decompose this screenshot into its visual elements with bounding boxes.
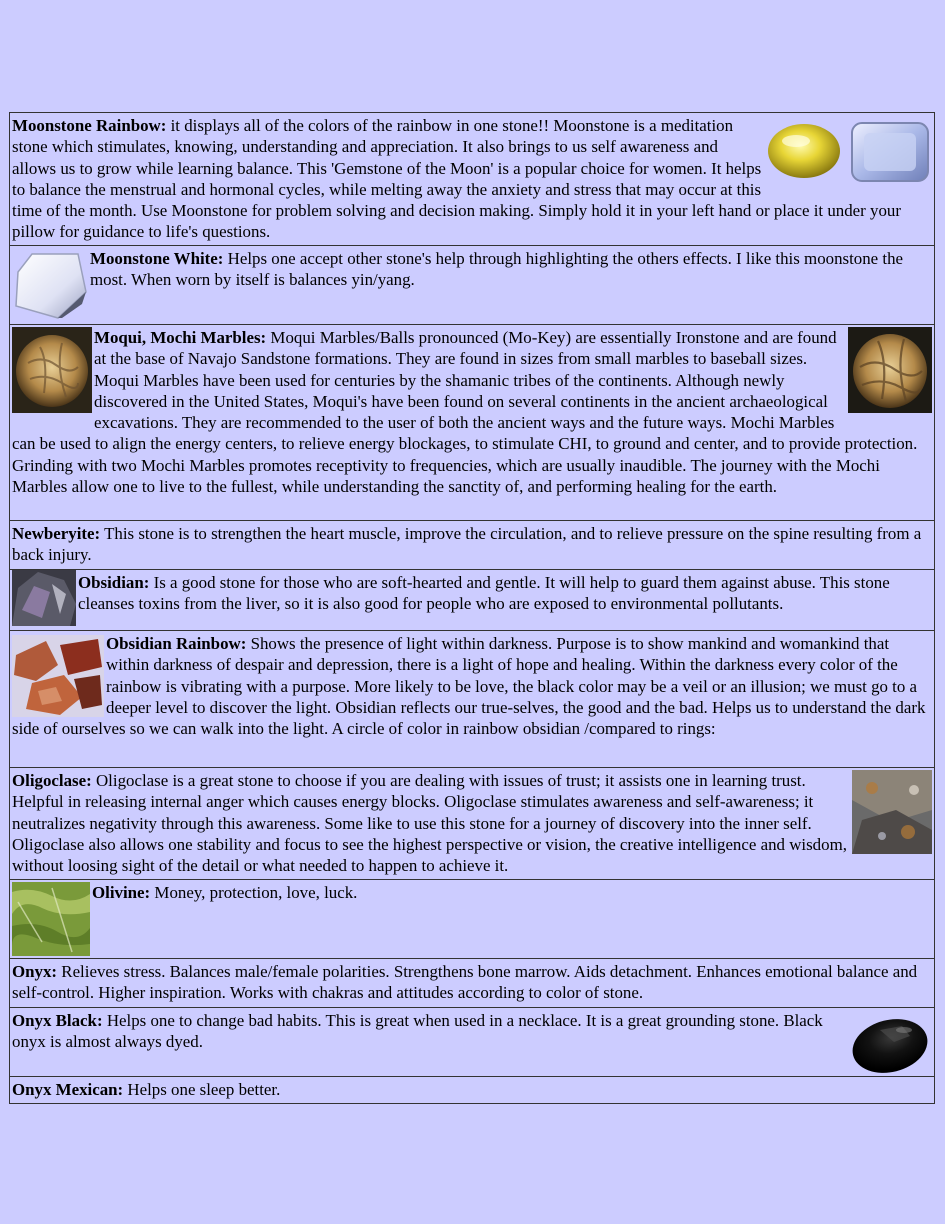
stone-entry [12,961,932,1004]
stone-description: Oligoclase is a great stone to choose if you are dealing with issues of trust; it assists one in learning trust. Helpful in releasing internal anger which causes energy blocks. Oligoclase stimulates awareness and self-awareness; it neutralizes negativity through this awareness. Some like to use this stone for a journey of discovery into the inner self. Oligoclase also allows one stability and focus to see the highest perspective or vision, the creative intelligence and wisdom, without loosing sight of the detail or what needed to happen to achieve it. [12,771,847,876]
stone-description: Relieves stress. Balances male/female polarities. Strengthens bone marrow. Aids detachment. Enhances emotional balance and self-control. Higher inspiration. Works with chakras and attitudes according to color of stone. [12,962,918,1003]
stone-name: Onyx Mexican: [12,1080,124,1099]
stone-name: Moonstone White: [90,249,224,268]
obsidian-rainbow-image [12,635,104,717]
olivine-image [12,882,90,956]
table-row [10,113,935,246]
gemstone-table [9,112,935,1104]
stone-entry [12,523,932,566]
obsidian-image [12,570,76,626]
table-row [10,570,935,631]
stone-name: Newberyite: [12,524,101,543]
moqui-marble-left-image [12,327,92,413]
stone-name: Oligoclase: [12,771,92,790]
stone-entry [12,770,932,876]
moqui-marble-right-image [848,327,932,413]
stone-entry [12,882,932,903]
stone-description: Helps one accept other stone's help through highlighting the others effects. I like this moonstone the most. When worn by itself is balances yin/yang. [90,249,904,290]
stone-entry [12,1010,932,1053]
stone-description: Helps one sleep better. [127,1080,281,1099]
stone-entry [12,633,932,739]
moonstone-white-image [12,252,88,320]
stone-description: Is a good stone for those who are soft-hearted and gentle. It will help to guard them against abuse. This stone cleanses toxins from the liver, so it is also good for people who are exposed to environmental pollutants. [78,573,890,614]
stone-description: Money, protection, love, luck. [154,883,358,902]
table-row [10,1077,935,1104]
table-row [10,1008,935,1077]
oligoclase-image [852,770,932,854]
stone-description: Moqui Marbles/Balls pronounced (Mo-Key) are essentially Ironstone and are found at the base of Navajo Sandstone formations. They are found in sizes from small marbles to baseball sizes. Moqui Marbles have been used for centuries by the shamanic tribes of the continents. Although newly discovered in the United States, Moqui's have been found on several continents in the ancient archaeological excavations. They are recommended to the user of both the ancient ways and the future ways. Mochi Marbles can be used to align the energy centers, to relieve energy blockages, to stimulate CHI, to ground and center, and to provide protection. Grinding with two Mochi Marbles promotes receptivity to frequencies, which are usually inaudible. The journey with the Mochi Marbles allow one to live to the fullest, while understanding the sanctity of, and performing healing for the earth. [12,328,918,497]
table-row [10,631,935,768]
stone-description: This stone is to strengthen the heart muscle, improve the circulation, and to relieve pressure on the spine resulting from a back injury. [12,524,922,565]
stone-description: it displays all of the colors of the rainbow in one stone!! Moonstone is a meditation stone which stimulates, knowing, understanding and appreciation. It also brings to us self awareness and allows us to grow while learning balance. This 'Gemstone of the Moon' is a popular choice for women. It helps to balance the menstrual and hormonal cycles, while melting away the anxiety and stress that may occur at this time of the month. Use Moonstone for problem solving and decision making. Simply hold it in your left hand or place it under your pillow for guidance to life's questions. [12,116,901,242]
stone-entry [12,327,932,497]
stone-entry [12,1079,932,1100]
stone-name: Moonstone Rainbow: [12,116,167,135]
table-row [10,959,935,1008]
table-row [10,880,935,959]
table-row [10,521,935,570]
table-row [10,246,935,325]
stone-description: Shows the presence of light within darkness. Purpose is to show mankind and womankind that within darkness of despair and depression, there is a light of hope and healing. Within the darkness every color of the rainbow is vibrating with a purpose. More likely to be love, the black color may be a veil or an illusion; we must go to a deeper level to discover the light. Obsidian reflects our true-selves, the good and the bad. Helps us to understand the dark side of ourselves so we can walk into the light. A circle of color in rainbow obsidian /compared to rings: [12,634,926,739]
stone-name: Moqui, Mochi Marbles: [94,328,267,347]
stone-name: Onyx Black: [12,1011,103,1030]
stone-name: Obsidian: [78,573,150,592]
table-row [10,325,935,521]
stone-entry [12,572,932,615]
stone-name: Olivine: [92,883,151,902]
moonstone-rainbow-image [766,119,932,185]
stone-name: Onyx: [12,962,58,981]
stone-description: Helps one to change bad habits. This is great when used in a necklace. It is a great grounding stone. Black onyx is almost always dyed. [12,1011,823,1052]
onyx-black-image [850,1014,932,1074]
stone-name: Obsidian Rainbow: [106,634,247,653]
table-row [10,768,935,880]
stone-entry [12,248,932,291]
